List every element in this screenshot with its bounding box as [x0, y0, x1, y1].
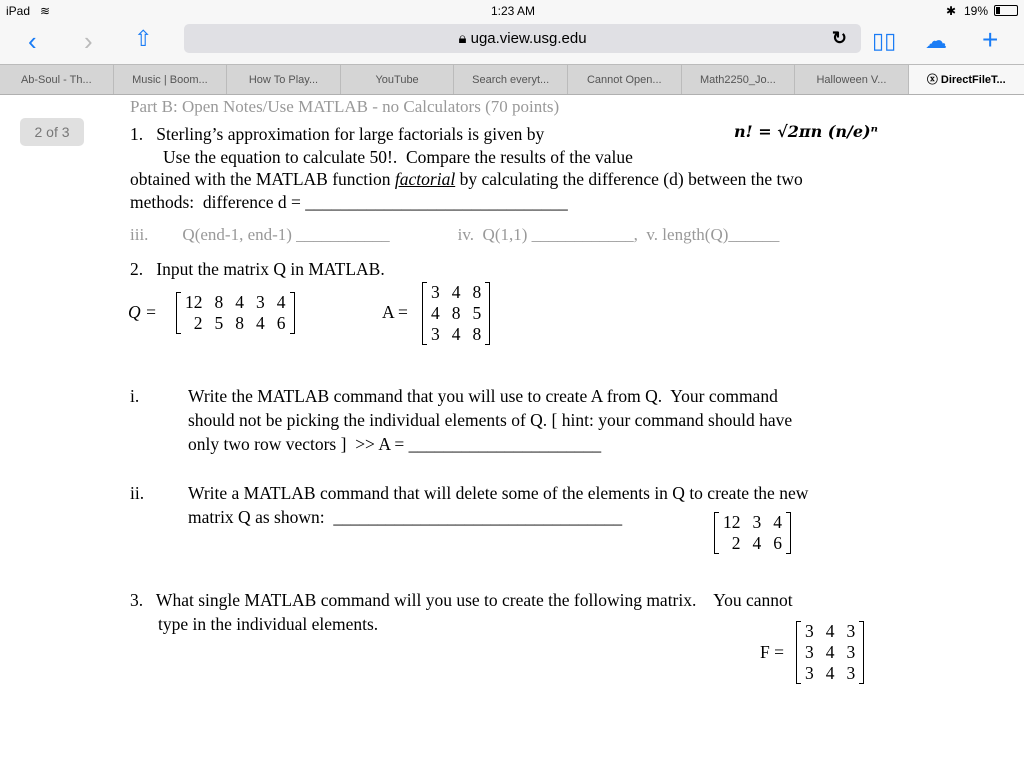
matrix-row — [799, 663, 861, 684]
matrix-cell: 8 — [235, 313, 244, 333]
matrix-cell: 3 — [846, 642, 856, 662]
matrix-cell: 4 — [752, 533, 762, 553]
matrix-row — [425, 324, 487, 345]
q2i-line1: Write the MATLAB command that you will use to create A from Q. Your command — [188, 386, 778, 406]
factorial-term: factorial — [394, 169, 456, 189]
tab[interactable]: Music | Boom... — [114, 65, 228, 94]
matrix-cell: 6 — [773, 533, 782, 553]
q3-line2: type in the individual elements. — [158, 614, 379, 634]
bracket — [290, 292, 295, 334]
q2i-number: i. — [130, 386, 140, 406]
matrix-cell: 3 — [752, 512, 762, 532]
bluetooth-icon: ✱ — [946, 4, 957, 18]
matrix-row — [425, 282, 487, 303]
matrix-a — [422, 282, 490, 345]
bracket — [422, 282, 427, 345]
back-icon[interactable]: ‹ — [28, 26, 37, 56]
matrix-cell: 5 — [472, 303, 482, 323]
battery-icon — [994, 5, 1018, 16]
matrix-cell: 6 — [276, 313, 286, 333]
q2ii-number: ii. — [130, 483, 145, 503]
q1-line2: Use the equation to calculate 50!. Compare the results of the value — [163, 147, 633, 167]
matrix-cell: 5 — [214, 313, 224, 333]
matrix-cell: 8 — [451, 303, 461, 323]
q3-line1: 3. What single MATLAB command will you use to create the following matrix. You cannot — [130, 590, 793, 610]
stirling-formula: n! = √2πn (n/e)ⁿ — [734, 122, 878, 141]
matrix-cell: 12 — [723, 512, 741, 532]
matrix-cell: 4 — [773, 512, 782, 532]
matrix-cell: 3 — [431, 282, 440, 302]
matrix-cell: 3 — [805, 642, 814, 662]
matrix-row — [425, 303, 487, 324]
q1-line4: methods: difference d = ______________________________ — [130, 192, 568, 212]
matrix-row — [799, 642, 861, 663]
f-label: F = — [760, 642, 784, 662]
page-indicator: 2 of 3 — [20, 118, 84, 146]
tab-label: DirectFileT... — [940, 74, 1006, 86]
matrix-q-new — [714, 512, 791, 554]
ghost-text: iii. Q(end-1, end-1) ___________ iv. Q(1,1) ____________, v. length(Q)______ — [130, 225, 780, 244]
tab[interactable]: Halloween V... — [795, 65, 909, 94]
matrix-cell: 8 — [214, 292, 224, 312]
matrix-cell: 2 — [731, 533, 741, 553]
matrix-cell: 4 — [825, 663, 835, 683]
tab[interactable]: Ab-Soul - Th... — [0, 65, 114, 94]
matrix-cell: 3 — [805, 663, 814, 683]
matrix-row — [717, 512, 788, 533]
q2i-line2: should not be picking the individual elements of Q. [ hint: your command should have — [188, 410, 793, 430]
matrix-cell: 4 — [235, 292, 244, 312]
q2-line1: 2. Input the matrix Q in MATLAB. — [130, 259, 385, 279]
text: obtained with the MATLAB function — [130, 169, 395, 189]
matrix-row — [799, 621, 861, 642]
address-bar[interactable] — [184, 24, 861, 53]
bracket — [176, 292, 181, 334]
matrix-cell: 4 — [276, 292, 286, 312]
ghost-heading: Part B: Open Notes/Use MATLAB - no Calculators (70 points) — [130, 97, 560, 116]
clock: 1:23 AM — [491, 4, 536, 18]
q2ii-line2: matrix Q as shown: _________________________________ — [188, 507, 623, 527]
matrix-row — [179, 292, 292, 313]
lock-icon: 🔒︎ — [458, 30, 471, 47]
browser-toolbar — [0, 20, 1024, 64]
matrix-row — [717, 533, 788, 554]
battery-percent: 19% — [964, 4, 989, 18]
close-tab-icon[interactable]: ⓧ — [926, 74, 941, 86]
status-bar — [0, 0, 1024, 20]
matrix-row — [179, 313, 292, 334]
tab[interactable]: YouTube — [341, 65, 455, 94]
url-text: uga.view.usg.edu — [470, 30, 587, 47]
matrix-cell: 8 — [472, 282, 482, 302]
bookmarks-icon[interactable]: ▯▯ — [872, 28, 897, 53]
cloud-tabs-icon[interactable]: ☁ — [925, 28, 947, 53]
matrix-cell: 4 — [256, 313, 265, 333]
matrix-cell: 2 — [193, 313, 203, 333]
tab[interactable]: Search everyt... — [454, 65, 568, 94]
q2i-line3: only two row vectors ] >> A = ______________________ — [188, 434, 602, 454]
a-label: A = — [382, 302, 408, 322]
bracket — [786, 512, 791, 554]
matrix-cell: 4 — [825, 621, 835, 641]
q1-line3 — [130, 169, 803, 190]
tab[interactable]: Cannot Open... — [568, 65, 682, 94]
matrix-cell: 12 — [185, 292, 203, 312]
q2ii-line1: Write a MATLAB command that will delete some of the elements in Q to create the new — [188, 483, 809, 503]
tab[interactable]: How To Play... — [227, 65, 341, 94]
matrix-cell: 4 — [451, 282, 461, 302]
q-label: Q = — [128, 302, 157, 322]
matrix-q — [176, 292, 295, 334]
share-icon[interactable]: ⇧ — [134, 26, 153, 51]
matrix-cell: 8 — [472, 324, 482, 344]
tab[interactable]: Math2250_Jo... — [682, 65, 796, 94]
q1-line1: 1. Sterling’s approximation for large factorials is given by — [130, 124, 545, 144]
matrix-cell: 4 — [825, 642, 835, 662]
wifi-icon: ≋ — [40, 4, 51, 18]
matrix-cell: 3 — [846, 663, 856, 683]
bracket — [485, 282, 490, 345]
matrix-cell: 4 — [431, 303, 440, 323]
matrix-cell: 3 — [805, 621, 814, 641]
tab-bar — [0, 64, 1024, 95]
bracket — [859, 621, 864, 684]
matrix-cell: 3 — [846, 621, 856, 641]
new-tab-icon[interactable]: + — [982, 24, 999, 55]
matrix-f — [796, 621, 864, 684]
bracket — [796, 621, 801, 684]
text: by calculating the difference (d) between the two — [455, 169, 803, 189]
matrix-cell: 3 — [431, 324, 440, 344]
matrix-cell: 3 — [256, 292, 265, 312]
reload-icon[interactable]: ↻ — [831, 28, 847, 48]
matrix-cell: 4 — [451, 324, 461, 344]
device-label: iPad — [6, 4, 31, 18]
forward-icon[interactable]: › — [84, 26, 93, 56]
bracket — [714, 512, 719, 554]
tab-active[interactable] — [909, 65, 1024, 94]
